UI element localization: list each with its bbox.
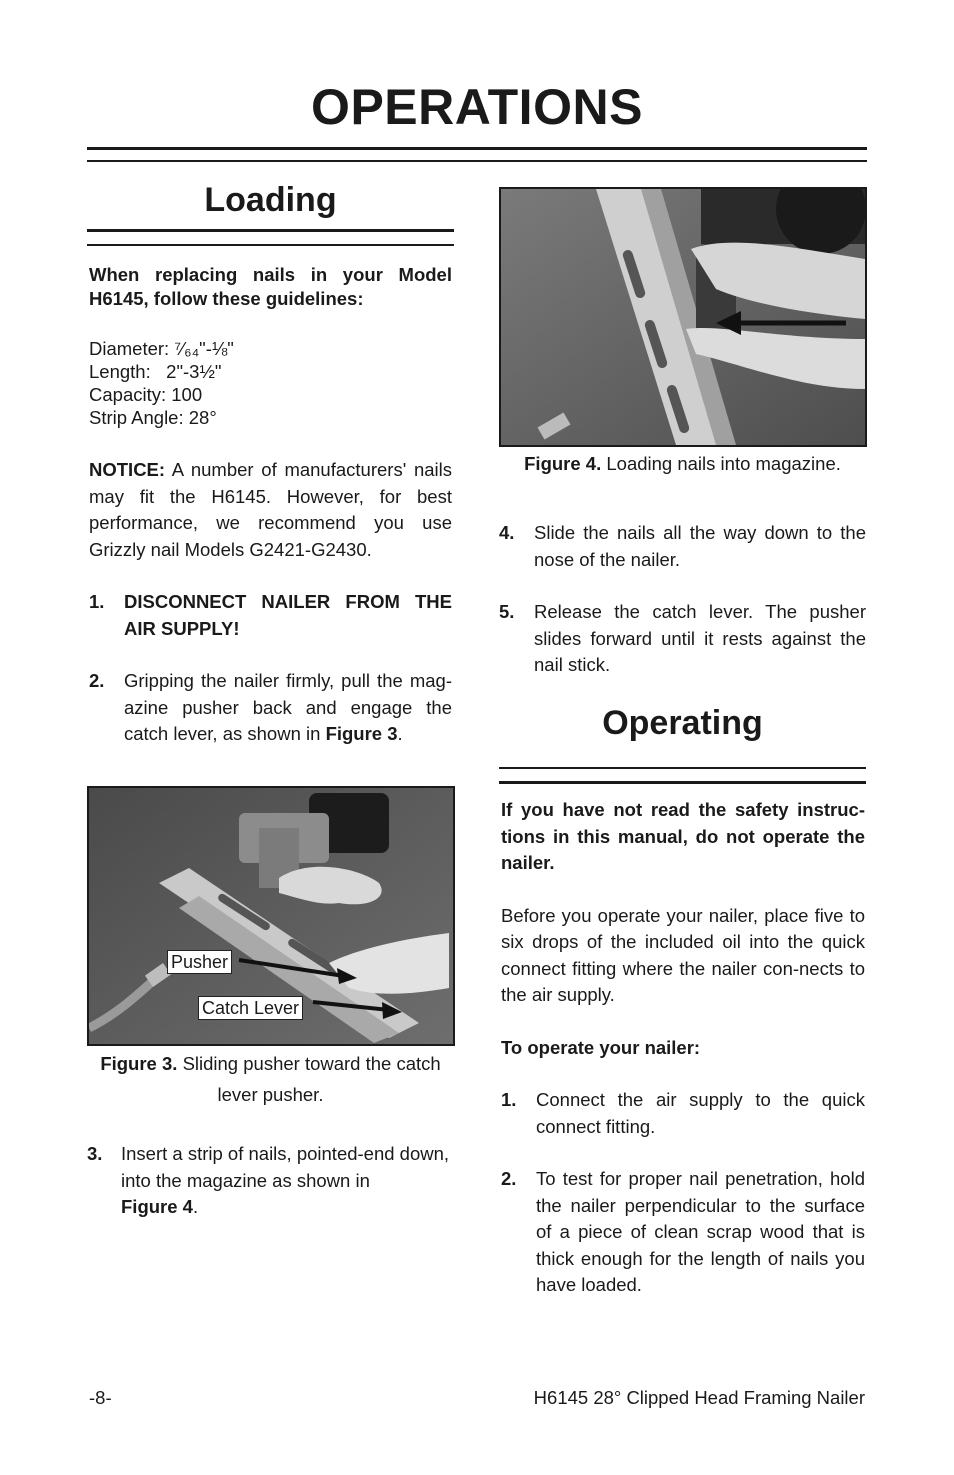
operate-subheading: To operate your nailer: — [501, 1036, 701, 1058]
loading-step-1 — [89, 589, 452, 642]
operating-step-1 — [501, 1087, 865, 1140]
step-number: 1. — [501, 1089, 517, 1110]
notice-paragraph — [89, 457, 452, 563]
loading-rule-bottom — [87, 244, 454, 246]
step-text: Release the catch lever. The pusher slides forward until it rests against the nail stick. — [534, 601, 866, 675]
step-number: 2. — [501, 1168, 517, 1189]
step-text: DISCONNECT NAILER FROM THE AIR SUPPLY! — [124, 591, 452, 639]
figure-label: Figure 3. — [100, 1053, 178, 1074]
step-number: 4. — [499, 522, 515, 543]
spec-label: Diameter: — [89, 338, 170, 359]
notice-text: A number of manufacturers' nails may fit the H6145. However, for best performance, we recommend you use Grizzly nail Models G2421-G2430. — [89, 459, 453, 560]
loading-nails-illustration — [501, 189, 865, 445]
title-rule-top — [87, 147, 867, 150]
figure-label: Figure 4. — [524, 453, 602, 474]
operating-rule-top — [499, 767, 866, 769]
spec-value: 2"-3½" — [166, 361, 222, 382]
spec-label: Capacity: — [89, 384, 167, 405]
step-text: Slide the nails all the way down to the nose of the nailer. — [534, 522, 866, 570]
step-number: 5. — [499, 601, 515, 622]
loading-heading: Loading — [204, 181, 337, 219]
footer-product-name: H6145 28° Clipped Head Framing Nailer — [533, 1387, 865, 1408]
loading-step-5 — [499, 599, 866, 679]
page-number: -8- — [89, 1387, 112, 1408]
loading-rule-top — [87, 229, 454, 232]
loading-step-3-column — [87, 1141, 454, 1221]
step-text: To test for proper nail penetration, hold the nailer perpendicular to the surface of a piece of clean scrap wood that is thick enough for the length of nails you have loaded. — [536, 1168, 865, 1295]
page-title: OPERATIONS — [311, 79, 643, 135]
operating-rule-bottom — [499, 781, 866, 784]
step-number: 1. — [89, 591, 105, 612]
spec-capacity — [89, 383, 452, 406]
spec-strip-angle — [89, 406, 452, 429]
figure-caption-text: Loading nails into magazine. — [606, 453, 841, 474]
figure-reference: Figure 4 — [121, 1196, 193, 1217]
pusher-callout: Pusher — [167, 950, 232, 974]
right-steps-column — [499, 520, 866, 679]
spec-value: ⁷⁄₆₄"-⅛" — [174, 338, 234, 359]
figure-4-caption — [499, 448, 866, 479]
spec-length — [89, 360, 452, 383]
loading-intro: When replacing nails in your Model H6145, follow these guidelines: — [89, 264, 452, 309]
oil-instructions: Before you operate your nailer, place five to six drops of the included oil into the quick connect fitting where the nailer con-nects to the air supply. — [501, 904, 865, 1005]
catch-lever-callout: Catch Lever — [198, 996, 303, 1020]
spec-value: 28° — [188, 407, 217, 428]
figure-4-photo — [499, 187, 867, 447]
spec-diameter — [89, 337, 452, 360]
loading-step-2 — [89, 668, 452, 748]
step-text: Connect the air supply to the quick connect fitting. — [536, 1089, 865, 1137]
nail-specs — [89, 337, 452, 429]
figure-caption-text: Sliding pusher toward the catch lever pusher. — [182, 1053, 441, 1105]
spec-value: 100 — [171, 384, 203, 405]
title-rule-bottom — [87, 160, 867, 162]
step-end: . — [192, 1196, 199, 1217]
step-number: 2. — [89, 670, 105, 691]
loading-column — [89, 263, 452, 748]
notice-label: NOTICE: — [89, 459, 166, 480]
step-number: 3. — [87, 1143, 103, 1164]
step-text: Insert a strip of nails, pointed-end down, into the magazine as shown in — [121, 1143, 450, 1191]
spec-label: Strip Angle: — [89, 407, 184, 428]
operating-column — [501, 797, 865, 1299]
operating-heading: Operating — [602, 704, 763, 742]
step-end: . — [397, 723, 403, 744]
figure-3-caption — [87, 1048, 454, 1110]
safety-warning: If you have not read the safety instruc-tions in this manual, do not operate the nailer. — [501, 799, 865, 873]
loading-step-3 — [87, 1141, 454, 1221]
step-text: Gripping the nailer firmly, pull the mag-azine pusher back and engage the catch lever, as shown in — [124, 670, 452, 744]
operating-step-2 — [501, 1166, 865, 1299]
loading-step-4 — [499, 520, 866, 573]
figure-reference: Figure 3 — [325, 723, 398, 744]
spec-label: Length: — [89, 361, 151, 382]
